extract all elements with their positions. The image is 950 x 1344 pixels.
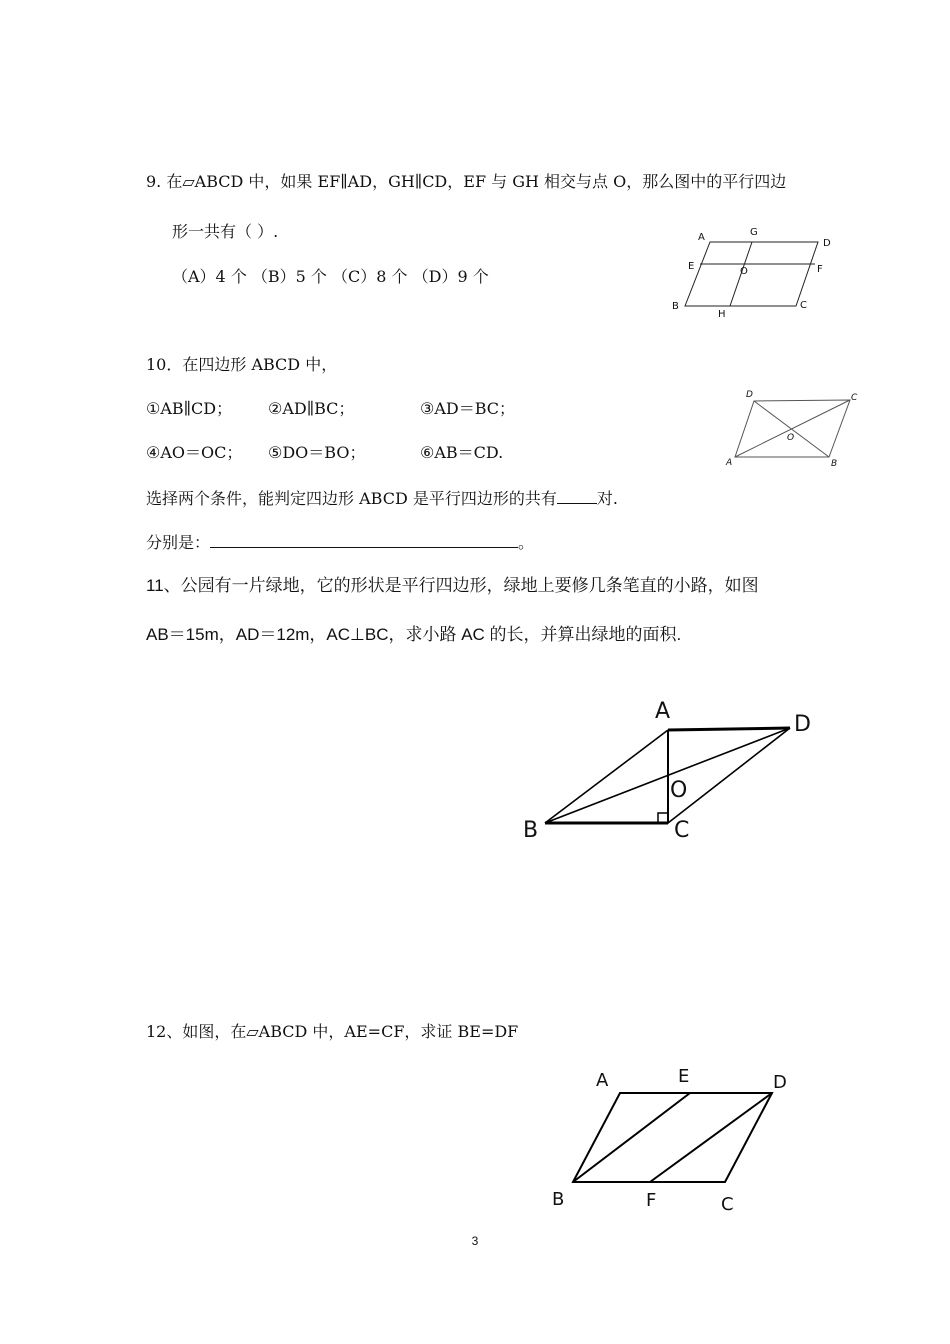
q12-label-c: C	[721, 1194, 734, 1215]
q10-question-end: 对.	[596, 489, 618, 508]
q10-condition-5: ⑤DO＝BO；	[268, 443, 366, 462]
q10-condition-1: ①AB∥CD；	[146, 399, 233, 418]
q11-label-d: D	[794, 712, 811, 737]
q10-diagonal-ac	[735, 400, 850, 457]
q10-answer	[146, 531, 534, 553]
q12-label-f: F	[646, 1190, 657, 1211]
q10-condition-4: ④AO＝OC；	[146, 443, 243, 462]
q12-segment-fd	[650, 1093, 772, 1182]
q12-label-d: D	[773, 1072, 787, 1093]
q10-condition-2: ②AD∥BC；	[268, 399, 355, 418]
q10-diagonal-bd	[754, 401, 829, 457]
q9-label-f: F	[817, 264, 823, 275]
q9-line2: 形一共有（ ）.	[172, 222, 279, 241]
q12-segment-be	[573, 1093, 690, 1182]
q11-label-a: A	[655, 699, 671, 724]
q10-answer-end: 。	[518, 533, 535, 552]
q10-label-d: D	[746, 390, 753, 400]
q9-parallelogram	[685, 242, 818, 306]
q10-condition-6: ⑥AB＝CD.	[420, 443, 504, 462]
q9-line1: 9. 在▱ABCD 中，如果 EF∥AD，GH∥CD，EF 与 GH 相交与点 O，那么图中的平行四边	[146, 172, 787, 191]
q12-figure	[540, 1060, 810, 1220]
q9-label-d: D	[823, 238, 831, 249]
q9-figure	[660, 220, 850, 325]
q11-label-o: O	[670, 778, 688, 803]
q11-figure	[515, 690, 825, 850]
q12-label-a: A	[596, 1070, 609, 1091]
q9-label-c: C	[800, 300, 807, 311]
q12-label-e: E	[678, 1066, 690, 1087]
q11-side-cd	[668, 728, 790, 823]
q10-answer-label: 分别是：	[146, 533, 211, 552]
q9-options: （A）4 个 （B）5 个 （C）8 个 （D）9 个	[172, 267, 489, 286]
q10-condition-3: ③AD＝BC；	[420, 399, 516, 418]
q11-side-ab	[545, 730, 668, 823]
q10-label-b: B	[831, 459, 838, 469]
q11-line1: 11、公园有一片绿地，它的形状是平行四边形，绿地上要修几条笔直的小路，如图	[146, 576, 759, 595]
q10-label-a: A	[726, 458, 733, 468]
q9-label-e: E	[688, 261, 695, 272]
q9-label-a: A	[698, 232, 705, 243]
q11-label-c: C	[674, 818, 690, 843]
q11-side-ad	[668, 728, 790, 730]
q10-figure	[720, 385, 870, 475]
q9-label-o: O	[740, 266, 748, 277]
q11-label-b: B	[523, 818, 539, 843]
q12-label-b: B	[552, 1189, 565, 1210]
q9-label-h: H	[718, 309, 726, 320]
page-number: 3	[471, 1234, 479, 1248]
q10-count-blank[interactable]	[557, 487, 597, 504]
q10-label-o: O	[787, 433, 795, 443]
q10-question-text: 选择两个条件，能判定四边形 ABCD 是平行四边形的共有	[146, 489, 557, 508]
q10-title: 10．在四边形 ABCD 中，	[146, 355, 338, 374]
q10-label-c: C	[851, 393, 858, 403]
q11-line2: AB＝15m，AD＝12m，AC⊥BC，求小路 AC 的长，并算出绿地的面积.	[146, 625, 682, 644]
q9-label-g: G	[750, 227, 758, 238]
q12-line1: 12、如图，在▱ABCD 中，AE=CF，求证 BE=DF	[146, 1022, 519, 1041]
q9-label-b: B	[672, 301, 679, 312]
q10-question	[146, 487, 618, 509]
q10-answer-blank[interactable]	[210, 531, 518, 548]
